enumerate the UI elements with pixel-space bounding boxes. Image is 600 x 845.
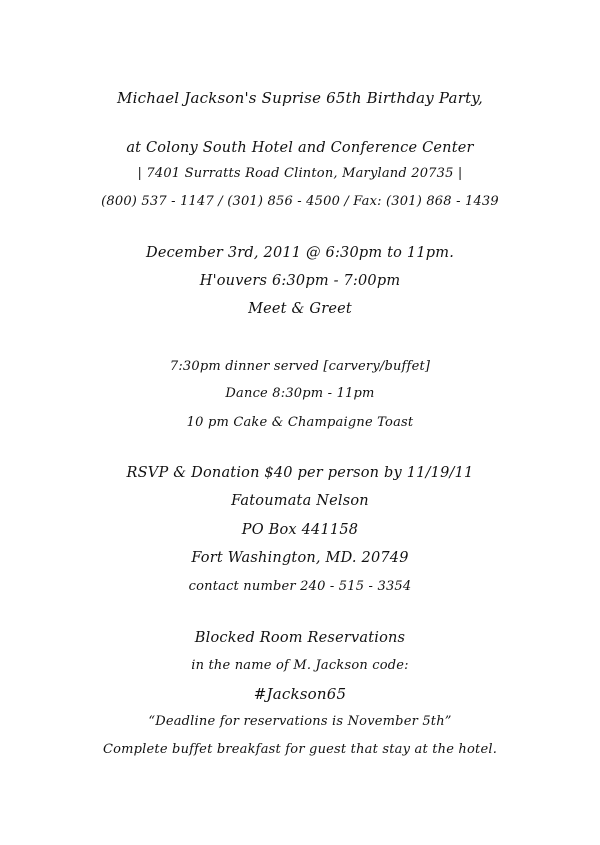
hors-doeuvres-line: H'ouvers 6:30pm - 7:00pm xyxy=(199,273,401,289)
invitation-title: Michael Jackson's Suprise 65th Birthday Party, xyxy=(117,89,483,107)
deadline-line: “Deadline for reservations is November 5th” xyxy=(148,714,452,729)
breakfast-line: Complete buffet breakfast for guest that stay at the hotel. xyxy=(102,742,498,757)
city-line: Fort Washington, MD. 20749 xyxy=(191,550,409,566)
date-time-line: December 3rd, 2011 @ 6:30pm to 11pm. xyxy=(146,245,454,261)
meet-greet-line: Meet & Greet xyxy=(248,301,352,317)
reservation-code-line: #Jackson65 xyxy=(253,685,347,703)
rsvp-name-line: Fatoumata Nelson xyxy=(231,493,369,509)
dance-line: Dance 8:30pm - 11pm xyxy=(225,386,375,401)
rsvp-line: RSVP & Donation $40 per person by 11/19/11 xyxy=(126,465,474,481)
dinner-line: 7:30pm dinner served [carvery/buffet] xyxy=(169,359,431,374)
address-line: | 7401 Surratts Road Clinton, Maryland 20735 | xyxy=(137,166,463,181)
blocked-rooms-line: Blocked Room Reservations xyxy=(194,630,406,646)
phone-line: (800) 537 - 1147 / (301) 856 - 4500 / Fax: (301) 868 - 1439 xyxy=(101,194,499,209)
venue-line: at Colony South Hotel and Conference Center xyxy=(126,140,474,156)
po-box-line: PO Box 441158 xyxy=(241,522,359,538)
in-name-of-line: in the name of M. Jackson code: xyxy=(191,658,409,673)
contact-line: contact number 240 - 515 - 3354 xyxy=(188,579,412,594)
cake-toast-line: 10 pm Cake & Champaigne Toast xyxy=(186,415,414,430)
